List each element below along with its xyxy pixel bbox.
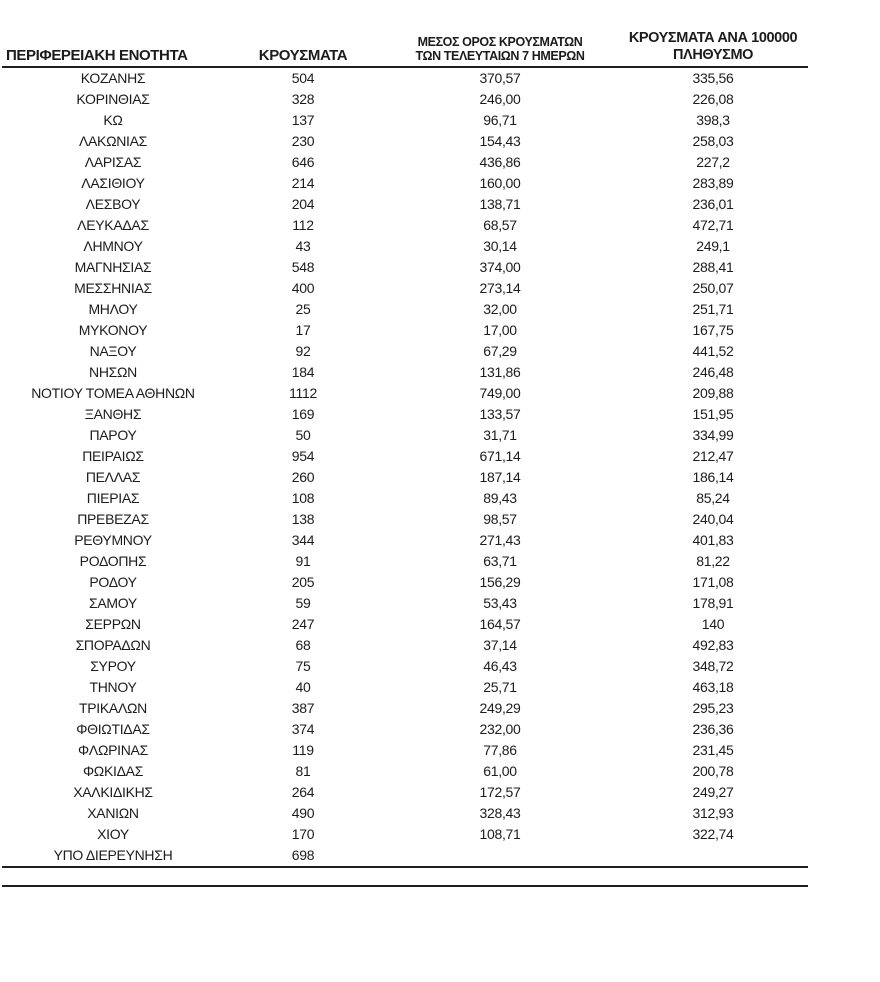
cell-regional-unit: ΡΟΔΟΠΗΣ [79, 553, 147, 570]
cell-regional-unit: ΦΛΩΡΙΝΑΣ [78, 742, 148, 759]
table-row [2, 341, 808, 362]
table-row [2, 530, 808, 551]
cell-regional-unit: ΛΑΚΩΝΙΑΣ [78, 133, 148, 150]
cell-cases: 119 [292, 742, 314, 759]
cell-cases-per-100k: 401,83 [692, 532, 734, 549]
cell-cases: 81 [295, 763, 311, 780]
cell-cases: 264 [291, 784, 315, 801]
cell-regional-unit: ΠΙΕΡΙΑΣ [86, 490, 140, 507]
cell-cases: 25 [295, 301, 311, 318]
cell-cases-per-100k: 212,47 [692, 448, 734, 465]
cell-7day-average: 154,43 [479, 133, 521, 150]
column-header-7day-average-line1: ΜΕΣΟΣ ΟΡΟΣ ΚΡΟΥΣΜΑΤΩΝ [417, 34, 583, 49]
cell-cases-per-100k: 226,08 [692, 91, 734, 108]
cell-7day-average: 25,71 [483, 679, 517, 696]
cell-cases: 169 [291, 406, 315, 423]
cell-cases-per-100k: 227,2 [696, 154, 730, 171]
cell-regional-unit: ΧΑΛΚΙΔΙΚΗΣ [73, 784, 153, 801]
cell-regional-unit: ΜΕΣΣΗΝΙΑΣ [74, 280, 152, 297]
cell-cases: 68 [295, 637, 311, 654]
table-row [2, 194, 808, 215]
table-row [2, 383, 808, 404]
cell-7day-average: 246,00 [479, 91, 521, 108]
cell-cases: 1112 [289, 385, 317, 402]
table-row [2, 152, 808, 173]
table-row [2, 89, 808, 110]
cell-regional-unit: ΧΑΝΙΩΝ [87, 805, 139, 822]
cell-cases-per-100k: 236,01 [692, 196, 734, 213]
column-header-7day-average-line2: ΤΩΝ ΤΕΛΕΥΤΑΙΩΝ 7 ΗΜΕΡΩΝ [415, 49, 585, 64]
cell-cases: 75 [295, 658, 311, 675]
cell-cases-per-100k: 140 [701, 616, 725, 633]
cell-regional-unit: ΚΟΖΑΝΗΣ [80, 70, 146, 87]
cell-regional-unit: ΠΕΙΡΑΙΩΣ [82, 448, 144, 465]
cell-regional-unit: ΜΥΚΟΝΟΥ [78, 322, 148, 339]
table-row [2, 236, 808, 257]
cell-7day-average: 232,00 [479, 721, 521, 738]
cell-7day-average: 370,57 [479, 70, 521, 87]
cell-cases-per-100k: 85,24 [696, 490, 730, 507]
cell-cases: 247 [291, 616, 315, 633]
cell-7day-average: 164,57 [479, 616, 521, 633]
cell-7day-average: 37,14 [483, 637, 517, 654]
column-header-cases-per-100k-line2: ΠΛΗΘΥΣΜΟ [672, 47, 754, 64]
cell-regional-unit: ΦΩΚΙΔΑΣ [82, 763, 144, 780]
cell-regional-unit: ΝΗΣΩΝ [89, 364, 137, 381]
table-row [2, 593, 808, 614]
cell-cases: 137 [291, 112, 315, 129]
cell-regional-unit: ΤΗΝΟΥ [89, 679, 137, 696]
cell-cases: 490 [291, 805, 315, 822]
column-header-cases-label: ΚΡΟΥΣΜΑΤΑ [258, 46, 348, 64]
cell-7day-average: 96,71 [483, 112, 517, 129]
cell-cases-per-100k: 186,14 [692, 469, 734, 486]
cell-cases-per-100k: 200,78 [692, 763, 734, 780]
cell-7day-average: 98,57 [483, 511, 517, 528]
cell-cases: 205 [291, 574, 315, 591]
cell-cases-per-100k: 258,03 [692, 133, 734, 150]
table-row [2, 782, 808, 803]
cell-7day-average: 17,00 [483, 322, 517, 339]
table-row [2, 320, 808, 341]
cell-cases-per-100k: 441,52 [692, 343, 734, 360]
cell-cases: 344 [291, 532, 315, 549]
table-row [2, 110, 808, 131]
cell-7day-average: 249,29 [479, 700, 521, 717]
cell-cases-per-100k: 492,83 [692, 637, 734, 654]
cell-regional-unit: ΣΕΡΡΩΝ [85, 616, 141, 633]
cell-7day-average: 273,14 [479, 280, 521, 297]
cell-regional-unit: ΥΠΟ ΔΙΕΡΕΥΝΗΣΗ [2, 845, 224, 867]
cell-cases: 646 [291, 154, 315, 171]
table-row [2, 719, 808, 740]
table-row [2, 257, 808, 278]
table-body [2, 67, 808, 867]
table-row [2, 488, 808, 509]
table-row [2, 761, 808, 782]
cell-cases: 40 [295, 679, 311, 696]
cell-7day-average: 271,43 [479, 532, 521, 549]
cell-cases: 43 [295, 238, 311, 255]
cell-7day-average: 133,57 [479, 406, 521, 423]
cell-cases-per-100k: 231,45 [692, 742, 734, 759]
cell-cases: 374 [291, 721, 315, 738]
cell-7day-average: 67,29 [483, 343, 517, 360]
cases-table-container [2, 30, 808, 887]
table-row [2, 845, 808, 867]
cell-cases: 214 [291, 175, 315, 192]
cell-cases: 548 [291, 259, 315, 276]
table-row [2, 446, 808, 467]
cell-cases: 17 [295, 322, 311, 339]
header-row [2, 30, 808, 67]
cell-cases-per-100k: 178,91 [692, 595, 734, 612]
cell-cases-per-100k: 171,08 [692, 574, 734, 591]
cell-cases-per-100k: 250,07 [692, 280, 734, 297]
cell-cases: 50 [295, 427, 311, 444]
cell-cases: 59 [295, 595, 311, 612]
cell-regional-unit: ΛΗΜΝΟΥ [83, 238, 143, 255]
cell-7day-average: 671,14 [479, 448, 521, 465]
table-row [2, 215, 808, 236]
cell-cases: 204 [291, 196, 315, 213]
cell-cases-per-100k: 249,1 [696, 238, 730, 255]
column-header-cases [224, 30, 382, 67]
cell-7day-average: 108,71 [479, 826, 521, 843]
cell-7day-average: 160,00 [479, 175, 521, 192]
cell-7day-average: 53,43 [483, 595, 517, 612]
table-row [2, 299, 808, 320]
cell-cases-per-100k [618, 845, 808, 867]
cell-7day-average: 749,00 [479, 385, 521, 402]
cell-7day-average: 77,86 [483, 742, 517, 759]
table-row [2, 67, 808, 89]
cell-cases: 400 [291, 280, 315, 297]
cell-cases: 387 [291, 700, 315, 717]
cell-cases-per-100k: 251,71 [692, 301, 734, 318]
cell-cases-per-100k: 283,89 [692, 175, 734, 192]
cell-regional-unit: ΤΡΙΚΑΛΩΝ [79, 700, 147, 717]
cell-cases: 260 [291, 469, 315, 486]
cell-cases: 328 [291, 91, 315, 108]
cell-regional-unit: ΠΡΕΒΕΖΑΣ [77, 511, 149, 528]
table-row [2, 425, 808, 446]
cell-cases: 91 [295, 553, 311, 570]
cell-7day-average [382, 845, 618, 867]
cell-regional-unit: ΣΠΟΡΑΔΩΝ [75, 637, 151, 654]
cell-cases-per-100k: 236,36 [692, 721, 734, 738]
cell-cases: 954 [291, 448, 315, 465]
cell-cases-per-100k: 334,99 [692, 427, 734, 444]
cell-7day-average: 30,14 [483, 238, 517, 255]
cell-cases-per-100k: 322,74 [692, 826, 734, 843]
cell-cases-per-100k: 288,41 [692, 259, 734, 276]
cell-regional-unit: ΜΗΛΟΥ [88, 301, 138, 318]
table-row [2, 824, 808, 845]
cell-7day-average: 187,14 [479, 469, 521, 486]
cell-cases-per-100k: 472,71 [692, 217, 734, 234]
cell-regional-unit: ΜΑΓΝΗΣΙΑΣ [74, 259, 152, 276]
cell-cases: 112 [292, 217, 314, 234]
table-row [2, 404, 808, 425]
cell-regional-unit: ΚΟΡΙΝΘΙΑΣ [76, 91, 150, 108]
cell-regional-unit: ΠΕΛΛΑΣ [85, 469, 141, 486]
cell-7day-average: 172,57 [479, 784, 521, 801]
cell-regional-unit: ΣΥΡΟΥ [90, 658, 136, 675]
cell-cases-per-100k: 151,95 [692, 406, 734, 423]
table-row [2, 551, 808, 572]
table-row [2, 740, 808, 761]
cell-regional-unit: ΝΟΤΙΟΥ ΤΟΜΕΑ ΑΘΗΝΩΝ [31, 385, 195, 402]
cell-7day-average: 138,71 [479, 196, 521, 213]
cell-cases-per-100k: 81,22 [696, 553, 730, 570]
table-header [2, 30, 808, 67]
cell-7day-average: 131,86 [479, 364, 521, 381]
cell-regional-unit: ΛΕΣΒΟΥ [85, 196, 141, 213]
cell-cases-per-100k: 398,3 [696, 112, 730, 129]
cell-regional-unit: ΛΑΡΙΣΑΣ [84, 154, 142, 171]
table-row [2, 803, 808, 824]
cell-cases-per-100k: 295,23 [692, 700, 734, 717]
cell-7day-average: 68,57 [483, 217, 517, 234]
cell-7day-average: 89,43 [483, 490, 517, 507]
cell-cases-per-100k: 463,18 [692, 679, 734, 696]
cell-cases-per-100k: 246,48 [692, 364, 734, 381]
cell-cases-per-100k: 209,88 [692, 385, 734, 402]
cell-7day-average: 436,86 [479, 154, 521, 171]
cell-7day-average: 31,71 [483, 427, 517, 444]
cell-cases: 698 [224, 845, 382, 867]
cell-regional-unit: ΦΘΙΩΤΙΔΑΣ [76, 721, 150, 738]
cell-cases: 138 [291, 511, 315, 528]
cell-cases-per-100k: 249,27 [692, 784, 734, 801]
cell-7day-average: 328,43 [479, 805, 521, 822]
cell-regional-unit: ΧΙΟΥ [97, 826, 129, 843]
cell-cases-per-100k: 240,04 [692, 511, 734, 528]
cell-7day-average: 46,43 [483, 658, 517, 675]
cell-regional-unit: ΠΑΡΟΥ [89, 427, 137, 444]
column-header-7day-average [382, 30, 618, 67]
column-header-regional-unit-label: ΠΕΡΙΦΕΡΕΙΑΚΗ ΕΝΟΤΗΤΑ [6, 46, 188, 64]
table-bottom-rule [2, 885, 808, 887]
cell-regional-unit: ΛΕΥΚΑΔΑΣ [77, 217, 149, 234]
cell-7day-average: 374,00 [479, 259, 521, 276]
cell-cases-per-100k: 312,93 [692, 805, 734, 822]
cell-regional-unit: ΞΑΝΘΗΣ [84, 406, 142, 423]
table-row [2, 509, 808, 530]
cell-cases-per-100k: 348,72 [692, 658, 734, 675]
table-row [2, 656, 808, 677]
cell-regional-unit: ΛΑΣΙΘΙΟΥ [81, 175, 145, 192]
column-header-regional-unit [2, 30, 224, 67]
table-row [2, 677, 808, 698]
cell-regional-unit: ΣΑΜΟΥ [89, 595, 137, 612]
table-row [2, 173, 808, 194]
cell-7day-average: 32,00 [483, 301, 517, 318]
cell-7day-average: 61,00 [483, 763, 517, 780]
table-row [2, 572, 808, 593]
table-row [2, 131, 808, 152]
cell-regional-unit: ΡΟΔΟΥ [89, 574, 137, 591]
table-row [2, 698, 808, 719]
cases-by-regional-unit-table [2, 30, 808, 868]
column-header-cases-per-100k-line1: ΚΡΟΥΣΜΑΤΑ ΑΝΑ 100000 [628, 30, 798, 46]
table-row [2, 635, 808, 656]
table-row [2, 362, 808, 383]
cell-cases: 170 [291, 826, 315, 843]
cell-regional-unit: ΚΩ [103, 112, 123, 129]
table-row [2, 614, 808, 635]
table-row [2, 278, 808, 299]
cell-cases-per-100k: 335,56 [692, 70, 734, 87]
cell-cases: 230 [291, 133, 315, 150]
cell-cases: 504 [291, 70, 315, 87]
cell-cases-per-100k: 167,75 [692, 322, 734, 339]
cell-cases: 184 [291, 364, 315, 381]
cell-7day-average: 63,71 [483, 553, 517, 570]
cell-regional-unit: ΡΕΘΥΜΝΟΥ [74, 532, 152, 549]
column-header-cases-per-100k [618, 30, 808, 67]
cell-regional-unit: ΝΑΞΟΥ [89, 343, 137, 360]
cell-cases: 108 [291, 490, 315, 507]
cell-cases: 92 [295, 343, 311, 360]
table-row [2, 467, 808, 488]
cell-7day-average: 156,29 [479, 574, 521, 591]
